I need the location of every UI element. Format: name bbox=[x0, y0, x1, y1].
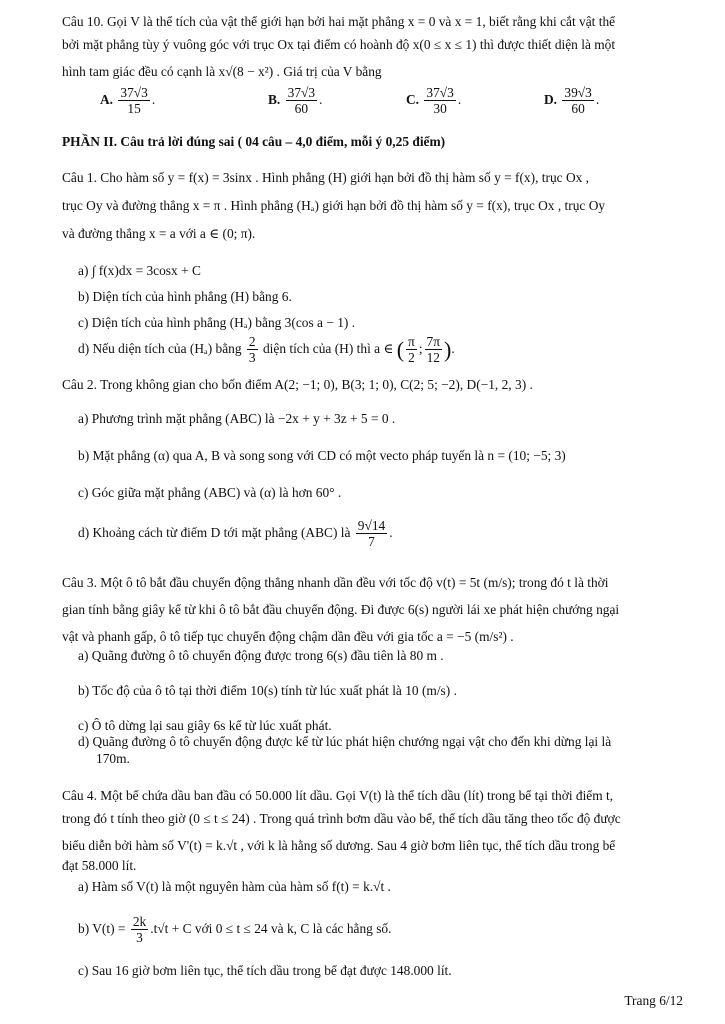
q3-line-3: vật và phanh gấp, ô tô tiếp tục chuyển động chậm dần đều với gia tốc a = −5 (m/s²) . bbox=[62, 628, 514, 644]
q3-statement-d: d) Quãng đường ô tô chuyển động được kể từ lúc phát hiện chướng ngại vật cho đến khi dừng lại là bbox=[78, 734, 612, 750]
q2-line-1: Câu 2. Trong không gian cho bốn điểm A(2; −1; 0), B(3; 1; 0), C(2; 5; −2), D(−1, 2, 3) . bbox=[62, 377, 533, 392]
q2-statement-b: b) Mặt phẳng (α) qua A, B và song song với CD có một vecto pháp tuyến là n = (10; −5; 3) bbox=[78, 447, 566, 463]
q4-line-1: Câu 4. Một bể chứa dầu ban đầu có 50.000 lít dầu. Gọi V(t) là thể tích dầu (lít) trong bể tại thời điểm t, bbox=[62, 788, 614, 803]
q1-statements bbox=[62, 263, 700, 331]
q1-line-2: trục Oy và đường thẳng x = π . Hình phẳng (Hₐ) giới hạn bởi đồ thị hàm số y = f(x), trục Ox , trục Oy bbox=[62, 197, 606, 213]
question-1 bbox=[62, 170, 684, 242]
page-number: Trang 6/12 bbox=[624, 993, 683, 1008]
option-c[interactable]: C. $\frac{37√3}{30}$ . bbox=[406, 85, 462, 117]
question-2 bbox=[62, 377, 684, 394]
q1-statement-b: b) Diện tích của hình phẳng (H) bằng 6. bbox=[78, 288, 292, 304]
q3-statements bbox=[62, 648, 700, 768]
q4-statement-a: a) Hàm số V(t) là một nguyên hàm của hàm số f(t) = k.√t . bbox=[78, 879, 391, 894]
q1-statement-c: c) Diện tích của hình phẳng (Hₐ) bằng 3(cos a − 1) . bbox=[78, 314, 356, 330]
option-b[interactable]: B. $\frac{37√3}{60}$ . bbox=[268, 85, 323, 117]
question-3 bbox=[62, 575, 684, 645]
q1-statement-a: a) ∫ f(x)dx = 3cosx + C bbox=[78, 263, 201, 278]
q1-line-3: và đường thẳng x = a với a ∈ (0; π). bbox=[62, 225, 256, 241]
q3-statement-d-cont: 170m. bbox=[96, 751, 130, 766]
q4-statement-c: c) Sau 16 giờ bơm liên tục, thể tích dầu trong bể đạt được 148.000 lít. bbox=[78, 963, 452, 978]
q1-statement-d: d) Nếu diện tích của (Hₐ) bằng $\frac{2}{3}$ diện tích của (H) thì a ∈ ( $\frac{\pi}{2}$ ; $\frac{7\pi}{12}$ ). bbox=[78, 334, 455, 366]
q3-line-2: gian tính bằng giây kể từ khi ô tô bắt đầu chuyển động. Đi được 6(s) người lái xe phát hiện chướng ngại bbox=[62, 601, 620, 617]
q4-line-2: trong đó t tính theo giờ (0 ≤ t ≤ 24) . Trong quá trình bơm dầu vào bể, thể tích dầu tăng theo tốc độ được bbox=[62, 810, 621, 826]
q2-statement-c: c) Góc giữa mặt phẳng (ABC) và (α) là hơn 60° . bbox=[78, 484, 342, 500]
q2-statement-a: a) Phương trình mặt phẳng (ABC) là −2x + y + 3z + 5 = 0 . bbox=[78, 411, 396, 426]
question-10 bbox=[62, 14, 684, 80]
q10-line-2: bởi mặt phẳng tùy ý vuông góc với trục Ox tại điểm có hoành độ x(0 ≤ x ≤ 1) thì được thiết diện là một bbox=[62, 36, 616, 52]
q10-line-3: hình tam giác đều có cạnh là x√(8 − x²) . Giá trị của V bằng bbox=[62, 63, 382, 79]
q3-statement-b: b) Tốc độ của ô tô tại thời điểm 10(s) tính từ lúc xuất phát là 10 (m/s) . bbox=[78, 682, 457, 698]
q10-line-1: Câu 10. Gọi V là thể tích của vật thể giới hạn bởi hai mặt phẳng x = 0 và x = 1, biết rằng khi cắt vật thể bbox=[62, 14, 616, 29]
q3-statement-c: c) Ô tô dừng lại sau giây 6s kể từ lúc xuất phát. bbox=[78, 717, 332, 733]
q4-line-3: biểu diễn bởi hàm số V'(t) = k.√t , với k là hằng số dương. Sau 4 giờ bơm liên tục, thể tích dầu trong bể bbox=[62, 837, 616, 853]
option-a[interactable]: A. $\frac{37√3}{15}$ . bbox=[100, 85, 156, 117]
q4-line-4: đạt 58.000 lít. bbox=[62, 858, 137, 874]
q3-statement-a: a) Quãng đường ô tô chuyển động được trong 6(s) đầu tiên là 80 m . bbox=[78, 648, 444, 663]
question-4 bbox=[62, 788, 684, 875]
q1-line-1: Câu 1. Cho hàm số y = f(x) = 3sinx . Hình phẳng (H) giới hạn bởi đồ thị hàm số y = f(x), trục Ox , bbox=[62, 170, 590, 185]
part-2-heading: PHẦN II. Câu trả lời đúng sai ( 04 câu – 4,0 điểm, mỗi ý 0,25 điểm) bbox=[62, 134, 446, 149]
q3-line-1: Câu 3. Một ô tô bắt đầu chuyển động thẳng nhanh dần đều với tốc độ v(t) = 5t (m/s); trong đó t là thời bbox=[62, 575, 609, 590]
q2-statements bbox=[62, 411, 700, 501]
q4-statement-b: b) V(t) = $\frac{2k}{3}$ .t√t + C với 0 ≤ t ≤ 24 và k, C là các hằng số. bbox=[78, 914, 392, 946]
option-d[interactable]: D. $\frac{39√3}{60}$ . bbox=[544, 85, 600, 117]
q2-statement-d: d) Khoảng cách từ điểm D tới mặt phẳng (ABC) là $\frac{9√14}{7}$ . bbox=[78, 518, 393, 550]
